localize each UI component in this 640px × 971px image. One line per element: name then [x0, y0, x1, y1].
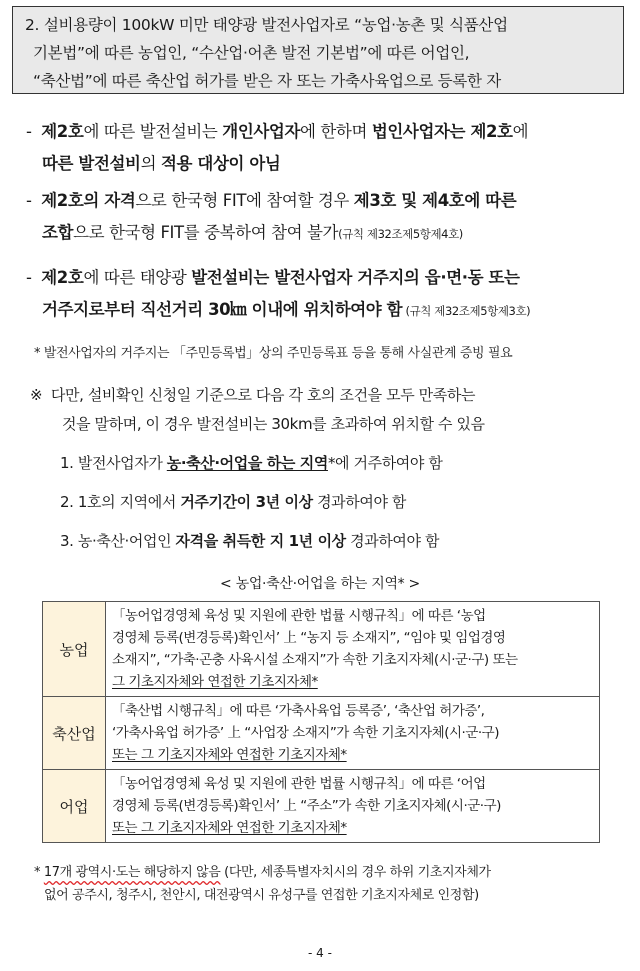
footnote-text: (다만, 세종특별자치시의 경우 하위 기초지자체가 [220, 865, 491, 880]
bullet-1-bold-2c: 적용 대상이 아님 [160, 154, 281, 173]
bullet-2-line-2 [42, 219, 463, 243]
description-line: 또는 그 기초지자체와 연접한 기초지자체* [112, 747, 347, 763]
description-line: 경영체 등록(변경등록)확인서’ 上 “농지 등 소재지”, “임야 및 임업경영 [112, 630, 506, 646]
bullet-1-bold-c: 개인사업자 [222, 122, 300, 141]
bullet-3-bold-2a: 거주지로부터 직선거리 30㎞ 이내에 위치하여야 함 [42, 300, 403, 319]
section-heading-box [12, 6, 624, 94]
description-line: 또는 그 기초지자체와 연접한 기초지자체* [112, 820, 347, 836]
page-number: - 4 - [308, 946, 332, 960]
condition-2 [60, 491, 406, 512]
condition-3-text-c: 경과하여야 함 [345, 532, 440, 550]
description-cell-fishery [106, 770, 600, 843]
footnote-line-2: 없어 공주시, 청주시, 천안시, 대전광역시 유성구를 연접한 기초지자체로 인정함) [44, 888, 479, 903]
bullet-2-bold-2a: 조합 [42, 223, 74, 242]
bullet-1-text-f: 에 [512, 122, 529, 141]
description-cell-livestock [106, 697, 600, 770]
table-row [43, 697, 600, 770]
bullet-dash: - [26, 122, 32, 141]
proviso-text-1: 다만, 설비확인 신청일 기준으로 다음 각 호의 조건을 모두 만족하는 [50, 386, 476, 404]
description-cell-agriculture [106, 602, 600, 697]
bullet-3-line-2 [42, 296, 530, 320]
region-table [42, 601, 600, 843]
heading-line-3: “축산법”에 따른 축산업 허가를 받은 자 또는 가축사육업으로 등록한 자 [33, 72, 501, 90]
condition-1-bold: 농·축산·어업을 하는 지역 [166, 454, 328, 472]
condition-3-bold: 자격을 취득한 지 1년 이상 [175, 532, 346, 550]
heading-line-1: 2. 설비용량이 100kW 미만 태양광 발전사업자로 “농업·농촌 및 식품산업 [25, 16, 508, 34]
footnote-emphasis: 17개 광역시·도는 해당하지 않음 [43, 865, 221, 880]
bullet-3-bold-c: 발전설비는 발전사업자 거주지의 읍·면·동 또는 [191, 268, 520, 287]
bullet-2-text-2b: 으로 한국형 FIT를 중복하여 참여 불가 [73, 223, 339, 242]
condition-1 [60, 452, 442, 473]
footnote-asterisk: * [34, 865, 44, 880]
bullet-1-bold-e: 법인사업자는 제2호 [371, 122, 513, 141]
description-line: 「농어업경영체 육성 및 지원에 관한 법률 시행규칙」에 따른 ‘농업 [112, 608, 486, 624]
description-line: ‘가축사육업 허가증’ 上 “사업장 소재지”가 속한 기초지자체(시·군·구) [112, 725, 499, 741]
table-row [43, 770, 600, 843]
condition-1-text-a: 1. 발전사업자가 [60, 454, 167, 472]
bullet-dash: - [26, 268, 32, 287]
description-line: 소재지”, “가축·곤충 사육시설 소재지”가 속한 기초지자체(시·군·구) 또는 [112, 652, 518, 668]
category-cell-fishery: 어업 [43, 770, 106, 843]
condition-2-text-a: 2. 1호의 지역에서 [60, 493, 181, 511]
bullet-2-text-b: 으로 한국형 FIT에 참여할 경우 [135, 191, 354, 210]
proviso-line-2: 것을 말하며, 이 경우 발전설비는 30km를 초과하여 위치할 수 있음 [62, 415, 485, 433]
bullet-2-line-1 [26, 187, 516, 211]
bullet-3-line-1 [26, 264, 520, 288]
bullet-1-bold-2a: 따른 발전설비 [42, 154, 141, 173]
residence-note: * 발전사업자의 거주지는 「주민등록법」상의 주민등록표 등을 통해 사실관계 증빙 필요 [34, 346, 513, 361]
bullet-1-line-1 [26, 118, 528, 142]
description-line: 경영체 등록(변경등록)확인서’ 上 “주소”가 속한 기초지자체(시·군·구) [112, 798, 501, 814]
description-line: 그 기초지자체와 연접한 기초지자체* [112, 674, 318, 690]
bullet-2-bold-a: 제2호의 자격 [41, 191, 136, 210]
bullet-2-reference: (규칙 제32조제5항제4호) [338, 227, 463, 241]
table-row [43, 602, 600, 697]
bullet-1-text-b: 에 따른 발전설비는 [83, 122, 223, 141]
category-cell-livestock: 축산업 [43, 697, 106, 770]
bullet-1-text-2b: 의 [140, 154, 161, 173]
condition-1-text-c: *에 거주하여야 함 [327, 454, 443, 472]
condition-3-text-a: 3. 농·축산·어업인 [60, 532, 176, 550]
bullet-3-text-b: 에 따른 태양광 [83, 268, 192, 287]
bullet-dash: - [26, 191, 32, 210]
proviso-line-1 [30, 384, 475, 405]
bullet-3-bold-a: 제2호 [41, 268, 84, 287]
condition-2-text-c: 경과하여야 함 [312, 493, 406, 511]
reference-mark-icon: ※ [30, 386, 43, 404]
bullet-2-bold-c: 제3호 및 제4호에 따른 [353, 191, 517, 210]
condition-3 [60, 530, 439, 551]
bullet-1-text-d: 에 한하며 [300, 122, 372, 141]
footnote-line-1 [34, 861, 491, 880]
description-line: 「농어업경영체 육성 및 지원에 관한 법률 시행규칙」에 따른 ‘어업 [112, 776, 486, 792]
description-line: 「축산법 시행규칙」에 따른 ‘가축사육업 등록증’, ‘축산업 허가증’, [112, 703, 485, 719]
bullet-1-bold-a: 제2호 [41, 122, 84, 141]
bullet-3-reference: (규칙 제32조제5항제3호) [402, 304, 531, 318]
heading-line-2: 기본법”에 따른 농업인, “수산업·어촌 발전 기본법”에 따른 어업인, [33, 44, 470, 62]
region-table-title: < 농업·축산·어업을 하는 지역* > [220, 576, 420, 592]
category-cell-agriculture: 농업 [43, 602, 106, 697]
bullet-1-line-2 [42, 150, 280, 174]
condition-2-bold: 거주기간이 3년 이상 [180, 493, 313, 511]
